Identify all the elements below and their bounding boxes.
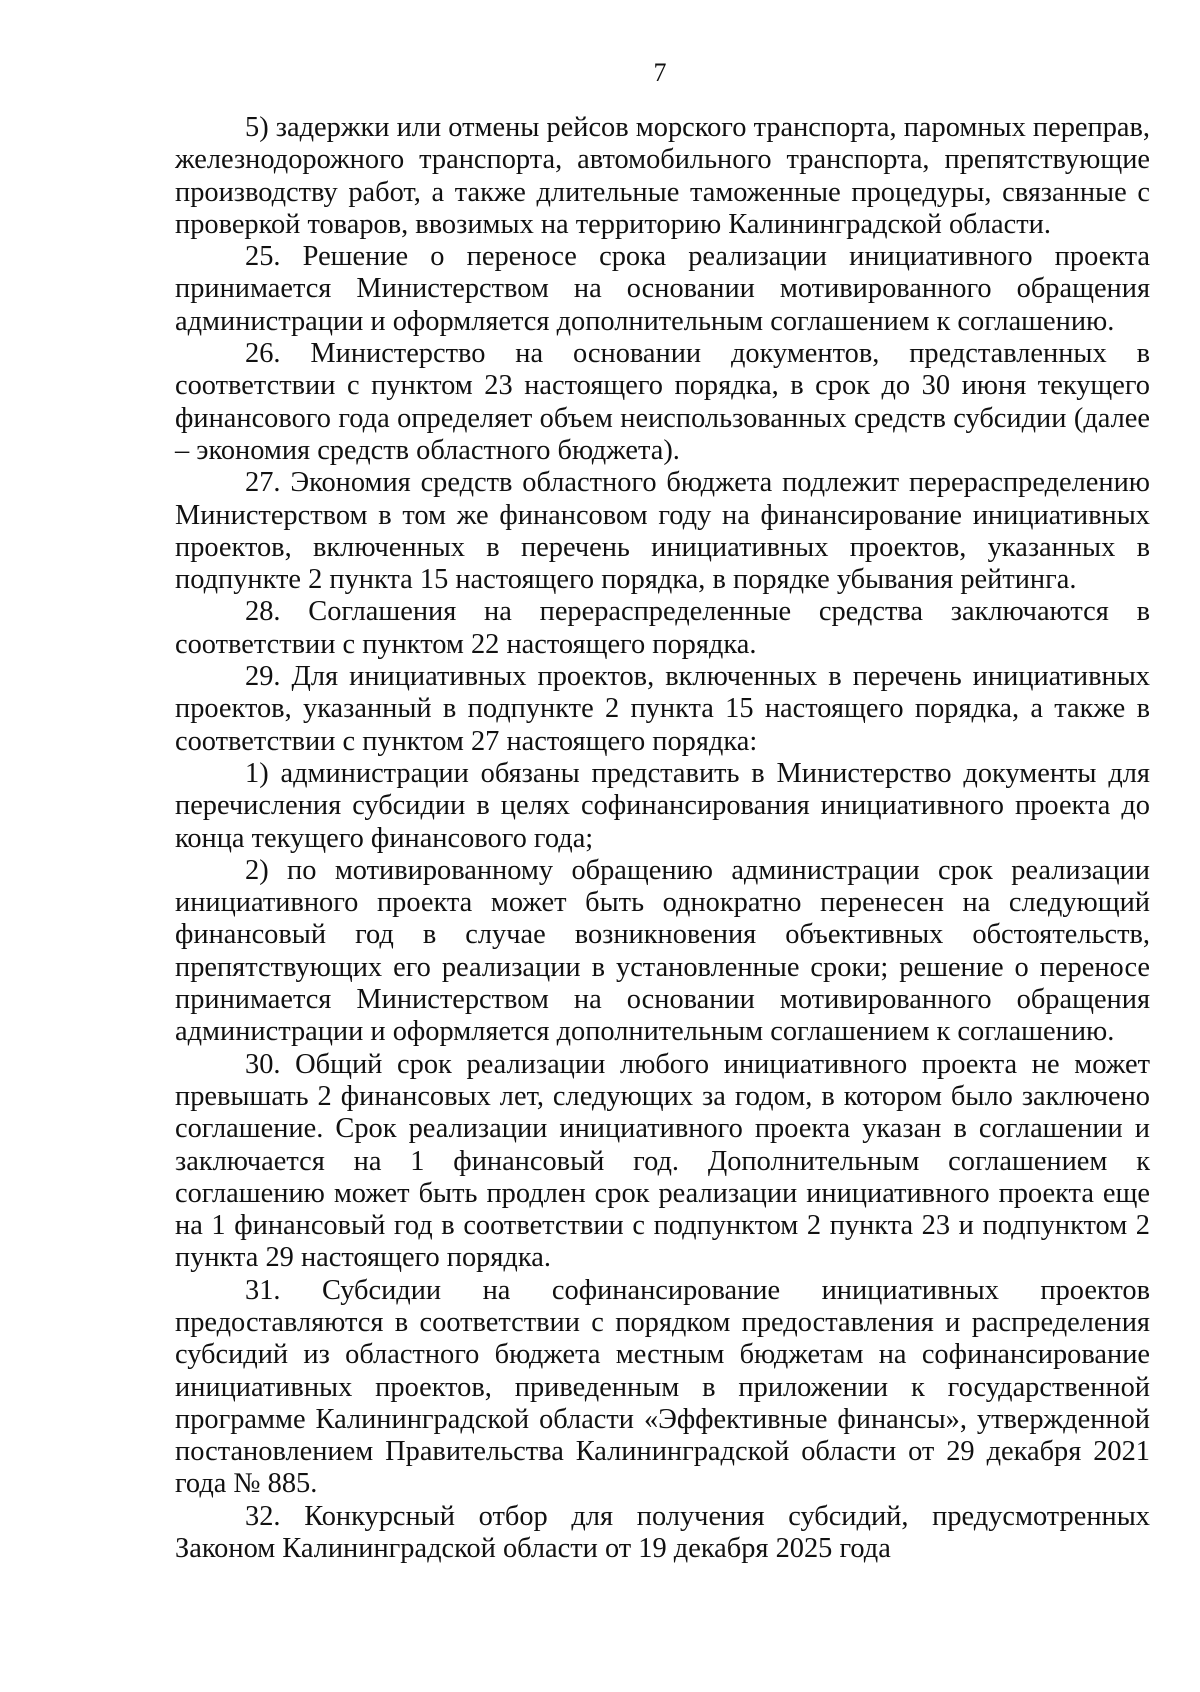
paragraph-28: 28. Соглашения на перераспределенные средства заключаются в соответствии с пунктом 22 настоящего порядка.	[175, 596, 1150, 660]
paragraph-31: 31. Субсидии на софинансирование инициативных проектов предоставляются в соответствии с порядком предоставления и распределения субсидий из областного бюджета местным бюджетам на софинансирование инициативных проектов, приведенным в приложении к государственной программе Калининградской области «Эффективные финансы», утвержденной постановлением Правительства Калининградской области от 29 декабря 2021 года № 885.	[175, 1274, 1150, 1500]
paragraph-32: 32. Конкурсный отбор для получения субсидий, предусмотренных Законом Калининградской области от 19 декабря 2025 года	[175, 1500, 1150, 1565]
paragraph-29-item-2: 2) по мотивированному обращению администрации срок реализации инициативного проекта может быть однократно перенесен на следующий финансовый год в случае возникновения объективных обстоятельств, препятствующих его реализации в установленные сроки; решение о переносе принимается Министерством на основании мотивированного обращения администрации и оформляется дополнительным соглашением к соглашению.	[175, 854, 1150, 1048]
paragraph-25: 25. Решение о переносе срока реализации инициативного проекта принимается Министерством на основании мотивированного обращения администрации и оформляется дополнительным соглашением к соглашению.	[175, 241, 1150, 337]
paragraph-30: 30. Общий срок реализации любого инициативного проекта не может превышать 2 финансовых лет, следующих за годом, в котором было заключено соглашение. Срок реализации инициативного проекта указан в соглашении и заключается на 1 финансовый год. Дополнительным соглашением к соглашению может быть продлен срок реализации инициативного проекта еще на 1 финансовый год в соответствии с подпунктом 2 пункта 23 и подпунктом 2 пункта 29 настоящего порядка.	[175, 1048, 1150, 1274]
paragraph-5-item: 5) задержки или отмены рейсов морского транспорта, паромных переправ, железнодорожного транспорта, автомобильного транспорта, препятствующие производству работ, а также длительные таможенные процедуры, связанные с проверкой товаров, ввозимых на территорию Калининградской области.	[175, 112, 1150, 240]
paragraph-26: 26. Министерство на основании документов, представленных в соответствии с пунктом 23 настоящего порядка, в срок до 30 июня текущего финансового года определяет объем неиспользованных средств субсидии (далее – экономия средств областного бюджета).	[175, 338, 1150, 466]
page-number: 7	[653, 58, 667, 87]
paragraph-29-item-1: 1) администрации обязаны представить в Министерство документы для перечисления субсидии в целях софинансирования инициативного проекта до конца текущего финансового года;	[175, 757, 1150, 854]
paragraph-29: 29. Для инициативных проектов, включенных в перечень инициативных проектов, указанный в подпункте 2 пункта 15 настоящего порядка, а также в соответствии с пунктом 27 настоящего порядка:	[175, 661, 1150, 757]
document-body	[175, 112, 1150, 1565]
paragraph-27: 27. Экономия средств областного бюджета подлежит перераспределению Министерством в том же финансовом году на финансирование инициативных проектов, включенных в перечень инициативных проектов, указанных в подпункте 2 пункта 15 настоящего порядка, в порядке убывания рейтинга.	[175, 467, 1150, 596]
